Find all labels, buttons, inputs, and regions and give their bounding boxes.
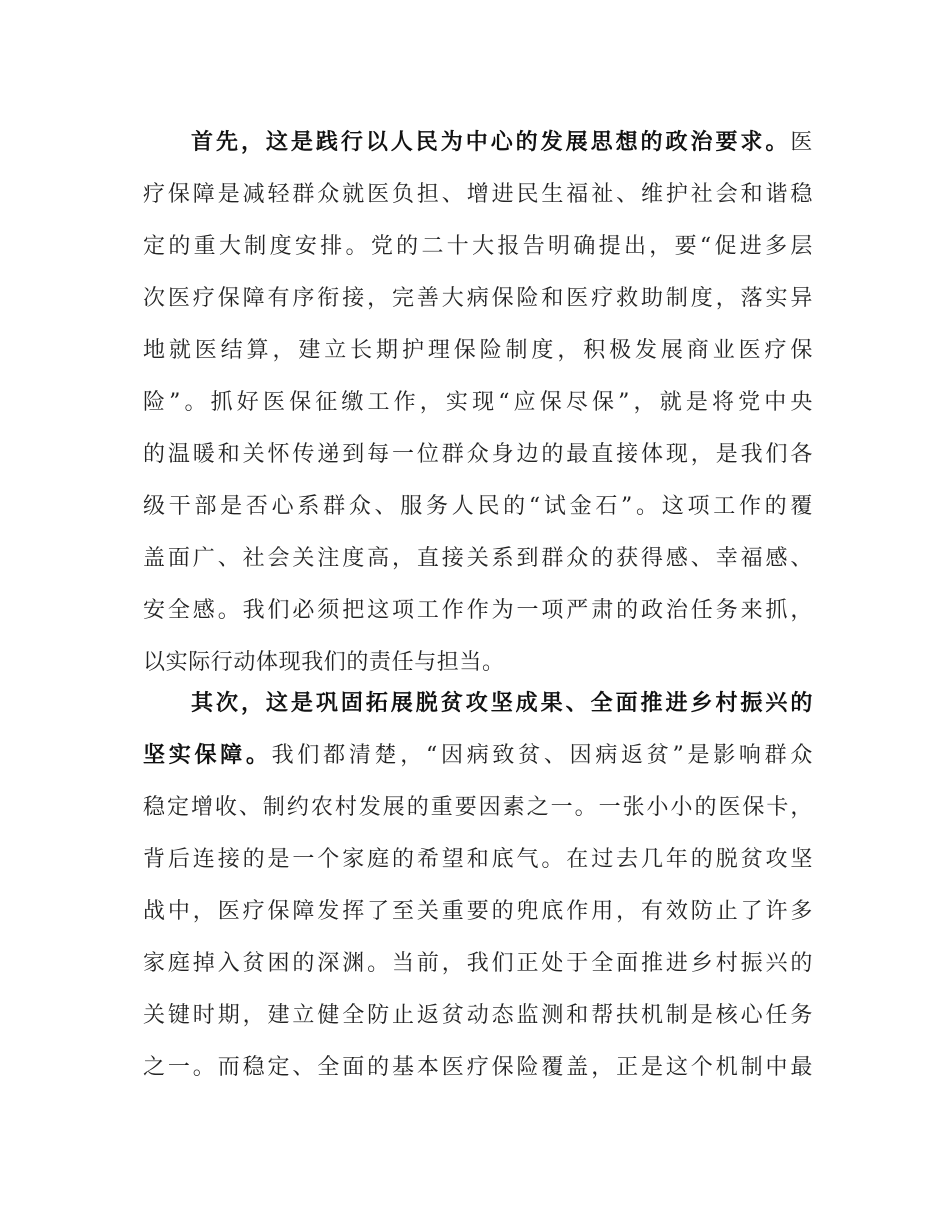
line-text: 背后连接的是一个家庭的希望和底气。在过去几年的脱贫攻坚 bbox=[143, 847, 813, 872]
paragraph-line bbox=[143, 169, 813, 221]
line-text: 盖面广、社会关注度高，直接关系到群众的获得感、幸福感、 bbox=[143, 546, 813, 571]
paragraph-line bbox=[143, 221, 813, 273]
line-text: 地就医结算，建立长期护理保险制度，积极发展商业医疗保 bbox=[143, 338, 813, 363]
paragraph-line bbox=[143, 533, 813, 585]
line-text: 的温暖和关怀传递到每一位群众身边的最直接体现，是我们各 bbox=[143, 442, 813, 467]
paragraph-first bbox=[143, 117, 813, 689]
paragraph-line bbox=[143, 834, 813, 886]
paragraph-heading: 首先，这是践行以人民为中心的发展思想的政治要求。 bbox=[191, 130, 791, 155]
paragraph-heading: 其次，这是巩固拓展脱贫攻坚成果、全面推进乡村振兴的 bbox=[191, 691, 813, 716]
line-text: 关键时期，建立健全防止返贫动态监测和帮扶机制是核心任务 bbox=[143, 1003, 813, 1028]
line-text: 我们都清楚，“因病致贫、因病返贫”是影响群众 bbox=[271, 743, 813, 768]
paragraph-line bbox=[143, 1042, 813, 1094]
paragraph-line bbox=[143, 782, 813, 834]
paragraph-line bbox=[143, 938, 813, 990]
paragraph-line bbox=[143, 377, 813, 429]
paragraph-line bbox=[143, 730, 813, 782]
line-text: 定的重大制度安排。党的二十大报告明确提出，要“促进多层 bbox=[143, 234, 813, 259]
paragraph-line bbox=[143, 273, 813, 325]
paragraph-line bbox=[143, 429, 813, 481]
paragraph-line bbox=[143, 678, 813, 730]
paragraph-line bbox=[143, 990, 813, 1042]
line-text: 次医疗保障有序衔接，完善大病保险和医疗救助制度，落实异 bbox=[143, 286, 813, 311]
paragraph-heading-continued: 坚实保障。 bbox=[143, 743, 272, 768]
line-text: 级干部是否心系群众、服务人民的“试金石”。这项工作的覆 bbox=[143, 494, 813, 519]
line-text: 家庭掉入贫困的深渊。当前，我们正处于全面推进乡村振兴的 bbox=[143, 951, 813, 976]
line-text: 稳定增收、制约农村发展的重要因素之一。一张小小的医保卡， bbox=[143, 795, 813, 820]
line-text: 以实际行动体现我们的责任与担当。 bbox=[143, 650, 505, 675]
paragraph-second bbox=[143, 678, 813, 1094]
line-text: 疗保障是减轻群众就医负担、增进民生福祉、维护社会和谐稳 bbox=[143, 182, 813, 207]
paragraph-line bbox=[143, 481, 813, 533]
line-text: 险”。抓好医保征缴工作，实现“应保尽保”，就是将党中央 bbox=[143, 390, 813, 415]
line-text: 安全感。我们必须把这项工作作为一项严肃的政治任务来抓， bbox=[143, 598, 813, 623]
paragraph-line bbox=[143, 325, 813, 377]
paragraph-line bbox=[143, 585, 813, 637]
line-text: 战中，医疗保障发挥了至关重要的兜底作用，有效防止了许多 bbox=[143, 899, 813, 924]
paragraph-line bbox=[143, 117, 813, 169]
paragraph-line bbox=[143, 886, 813, 938]
line-text: 之一。而稳定、全面的基本医疗保险覆盖，正是这个机制中最 bbox=[143, 1055, 813, 1080]
line-text: 医 bbox=[790, 130, 813, 155]
